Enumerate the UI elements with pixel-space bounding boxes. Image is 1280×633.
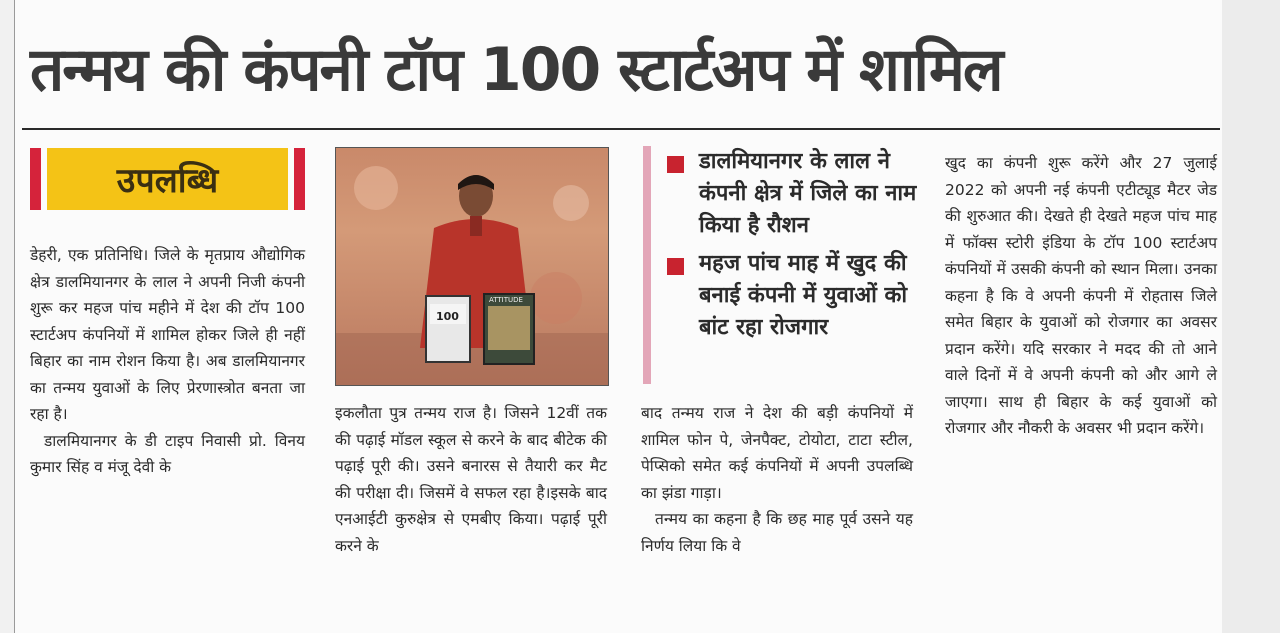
column-1-paragraph-2: डालमियानगर के डी टाइप निवासी प्रो. विनय कुमार सिंह व मंजू देवी के bbox=[30, 431, 305, 476]
highlight-item bbox=[667, 146, 937, 242]
highlight-text-1: डालमियानगर के लाल ने कंपनी क्षेत्र में जिले का नाम किया है रौशन bbox=[699, 149, 917, 238]
book-2-text: ATTITUDE bbox=[489, 296, 523, 304]
column-2-paragraph-1: इकलौता पुत्र तन्मय राज है। जिसने 12वीं तक की पढ़ाई मॉडल स्कूल से करने के बाद बीटेक की पढ़ाई पूरी की। उसने बनारस से तैयारी कर मैट की परीक्षा दी। जिसमें वे सफल रहा है।इसके बाद एनआईटी कुरुक्षेत्र से एमबीए किया। पढ़ाई पूरी करने के bbox=[335, 404, 607, 555]
label-text: उपलब्धि bbox=[47, 148, 288, 210]
column-1-paragraph-1: डेहरी, एक प्रतिनिधि। जिले के मृतप्राय औद्योगिक क्षेत्र डालमियानगर के लाल ने अपनी निजी कंपनी शुरू कर महज पांच महीने में देश की टॉप 100 स्टार्टअप कंपनियों में शामिल होकर जिले ही नहीं बिहार का नाम रोशन किया है। अब डालमियानगर का तन्मय युवाओं के लिए प्रेरणास्त्रोत बनता जा रहा है। bbox=[30, 246, 305, 423]
column-2 bbox=[335, 400, 607, 559]
label-bar-left bbox=[30, 148, 41, 210]
column-3-paragraph-1: बाद तन्मय राज ने देश की बड़ी कंपनियों में शामिल फोन पे, जेनपैक्ट, टोयोटा, टाटा स्टील, पेप्सिको समेत कई कंपनियों में अपनी उपलब्धि का झंडा गाड़ा। bbox=[641, 404, 913, 502]
portrait-photo bbox=[335, 147, 609, 386]
highlight-text-2: महज पांच माह में खुद की बनाई कंपनी में युवाओं को बांट रहा रोजगार bbox=[699, 251, 908, 340]
column-4 bbox=[945, 150, 1217, 442]
headline-rule bbox=[22, 128, 1220, 130]
highlights-box bbox=[643, 146, 937, 384]
column-3-paragraph-2: तन्मय का कहना है कि छह माह पूर्व उसने यह निर्णय लिया कि वे bbox=[641, 510, 913, 555]
bullet-square-icon bbox=[667, 156, 684, 173]
headline: तन्मय की कंपनी टॉप 100 स्टार्टअप में शामिल bbox=[30, 35, 1002, 105]
book-1-text: 100 bbox=[436, 310, 459, 323]
label-bar-right bbox=[294, 148, 305, 210]
column-4-paragraph-1: खुद का कंपनी शुरू करेंगे और 27 जुलाई 2022 को अपनी नई कंपनी एटीट्यूड मैटर जेड की शुरुआत की। देखते ही देखते महज पांच माह में फॉक्स स्टोरी इंडिया के टॉप 100 स्टार्टअप कंपनियों में उसकी कंपनी को स्थान मिला। उनका कहना है कि वे अपनी कंपनी में रोहतास जिले समेत बिहार के युवाओं को रोजगार का अवसर प्रदान करेंगे। यदि सरकार ने मदद की तो आने वाले दिनों में वे अपनी कंपनी को और आगे ले जाएगा। साथ ही बिहार के कई युवाओं को रोजगार और नौकरी के अवसर भी प्रदान करेंगे। bbox=[945, 154, 1217, 437]
section-label bbox=[30, 148, 305, 210]
bullet-square-icon bbox=[667, 258, 684, 275]
scan-margin bbox=[1222, 0, 1280, 633]
highlight-item bbox=[667, 248, 937, 344]
column-1 bbox=[30, 242, 305, 481]
column-3 bbox=[641, 400, 913, 559]
photo-illustration bbox=[336, 148, 608, 385]
